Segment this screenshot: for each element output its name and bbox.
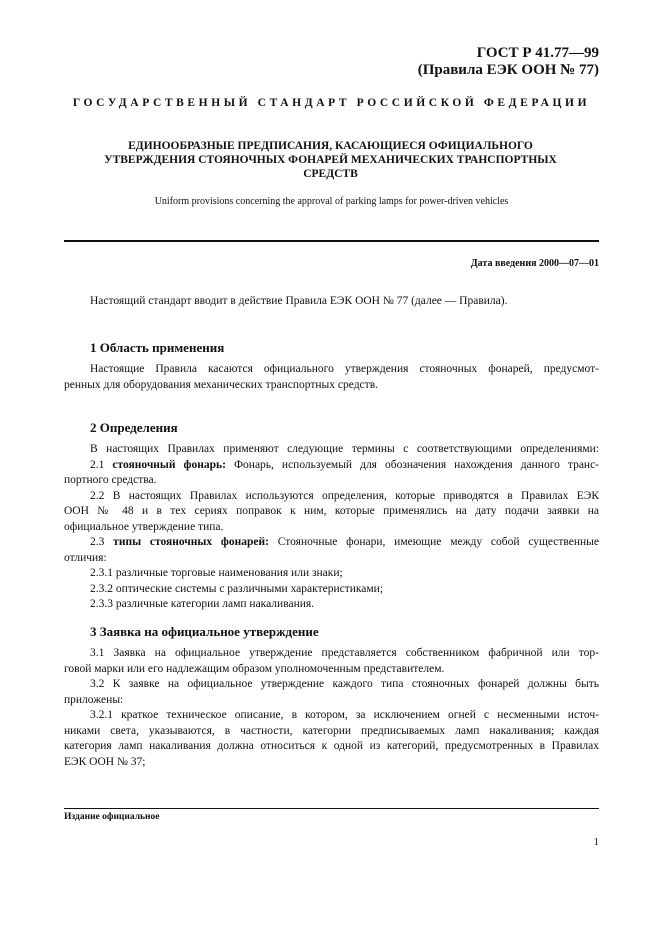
text-line: В настоящих Правилах применяют следующие термины с соответствующими определениями:	[90, 443, 599, 455]
text-line: 3.2 К заявке на официальное утверждение каждого типа стояночных фонарей должны быть	[90, 678, 599, 690]
text-line: 3.1 Заявка на официальное утверждение представляется собственником фабричной или тор-	[90, 647, 599, 659]
section-2-heading: 2 Определения	[90, 420, 178, 435]
title-line-1: ЕДИНООБРАЗНЫЕ ПРЕДПИСАНИЯ, КАСАЮЩИЕСЯ ОФИЦИАЛЬНОГО	[128, 140, 533, 152]
text-line: портного средства.	[64, 474, 157, 486]
text-line: 2.2 В настоящих Правилах используются определения, которые приводятся в Правилах ЕЭК	[90, 489, 599, 502]
state-standard-heading: ГОСУДАРСТВЕННЫЙ СТАНДАРТ РОССИЙСКОЙ ФЕДЕРАЦИИ	[72, 97, 591, 109]
section-2-text	[64, 442, 599, 613]
title-divider	[64, 240, 599, 242]
document-title	[70, 139, 591, 181]
clause-2-3-1: 2.3.1 различные торговые наименования или знаки;	[90, 567, 343, 579]
effective-date: Дата введения 2000—07—01	[470, 258, 599, 269]
title-line-3: СРЕДСТВ	[303, 168, 358, 180]
section-3-heading: 3 Заявка на официальное утверждение	[90, 624, 319, 639]
clause-2-3-2: 2.3.2 оптические системы с различными характеристиками;	[90, 582, 384, 595]
text-line: официальное утверждение типа.	[64, 520, 224, 533]
rules-reference: (Правила ЕЭК ООН № 77)	[417, 62, 599, 78]
english-title: Uniform provisions concerning the approval of parking lamps for power-driven vehicles	[154, 196, 509, 207]
footer-divider	[64, 808, 599, 809]
section-1-text	[64, 362, 599, 393]
text-line: ООН № 48 и в тех сериях поправок к ним, которые применялись на дату подачи заявки на	[64, 505, 599, 517]
section-1-heading: 1 Область применения	[90, 340, 225, 355]
section-3-text	[64, 646, 599, 770]
text-line: ренных для оборудования механических транспортных средств.	[64, 378, 378, 391]
page-number: 1	[593, 836, 599, 848]
text-line: отличия:	[64, 551, 107, 564]
clause-2-3	[64, 535, 599, 551]
standard-designation	[418, 45, 599, 79]
definition: Стояночные фонари, имеющие между собой существенные	[277, 536, 599, 548]
intro-paragraph: Настоящий стандарт вводит в действие Правила ЕЭК ООН № 77 (далее — Правила).	[90, 295, 508, 307]
text-line: Настоящие Правила касаются официального утверждения стояночных фонарей, предусмот-	[90, 363, 599, 375]
term: стояночный фонарь:	[112, 458, 226, 471]
text-line: приложены:	[64, 693, 124, 706]
text-line: говой марки или его надлежащим образом уполномоченным представителем.	[64, 662, 445, 675]
text-line: никами света, указываются, в частности, категории предписываемых ламп накаливания; каждая	[64, 724, 599, 737]
clause-number: 2.3	[90, 536, 105, 548]
clause-number: 2.1	[90, 458, 105, 471]
title-line-2: УТВЕРЖДЕНИЯ СТОЯНОЧНЫХ ФОНАРЕЙ МЕХАНИЧЕСКИХ ТРАНСПОРТНЫХ	[104, 154, 557, 166]
text-line: ЕЭК ООН № 37;	[64, 755, 146, 768]
text-line: 3.2.1 краткое техническое описание, в котором, за исключением огней с несменными источ-	[90, 709, 599, 721]
standard-code: ГОСТ Р 41.77—99	[476, 45, 599, 61]
term: типы стояночных фонарей:	[113, 536, 269, 548]
definition: Фонарь, используемый для обозначения нахождения данного транс-	[233, 458, 599, 471]
clause-2-3-3: 2.3.3 различные категории ламп накаливания.	[90, 598, 315, 610]
official-edition-note: Издание официальное	[64, 812, 160, 822]
clause-2-1	[64, 458, 599, 474]
text-line: категория ламп накаливания должна относиться к одной из категорий, предусмотренных в Правилах	[64, 740, 599, 752]
